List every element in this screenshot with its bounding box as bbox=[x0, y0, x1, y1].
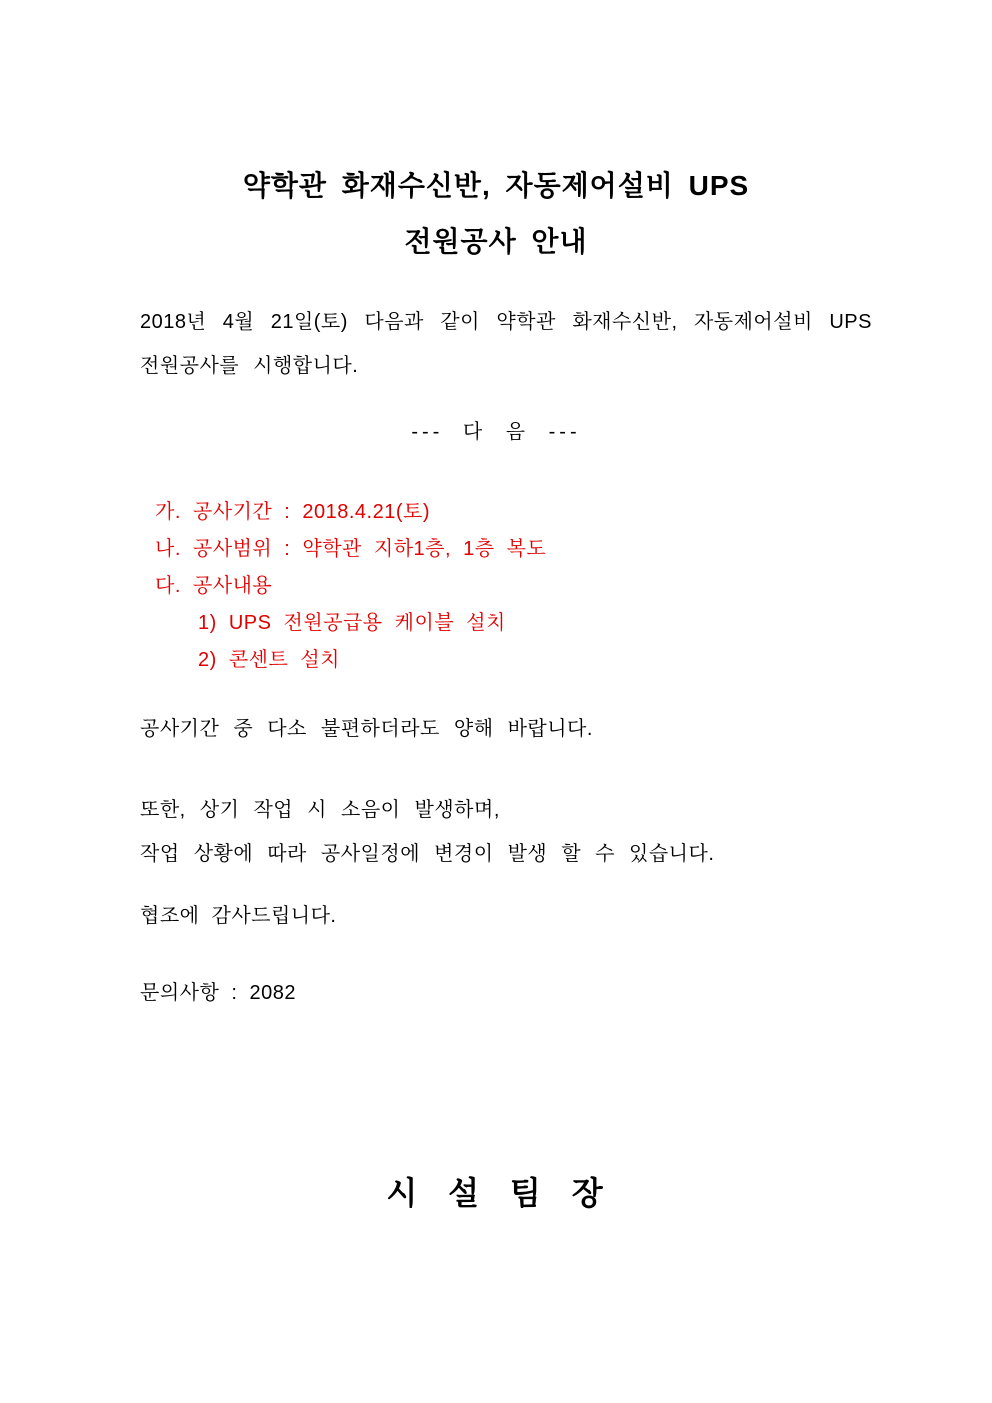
detail-subitem-outlet: 2) 콘센트 설치 bbox=[198, 649, 340, 671]
detail-item-scope: 나. 공사범위 : 약학관 지하1층, 1층 복도 bbox=[155, 538, 547, 560]
contact-line: 문의사항 : 2082 bbox=[140, 982, 296, 1004]
noise-notice-line1: 또한, 상기 작업 시 소음이 발생하며, bbox=[140, 799, 500, 821]
detail-subitem-cable: 1) UPS 전원공급용 케이블 설치 bbox=[198, 612, 506, 634]
detail-item-period: 가. 공사기간 : 2018.4.21(토) bbox=[155, 501, 430, 523]
construction-detail-list bbox=[140, 494, 872, 679]
apology-paragraph: 공사기간 중 다소 불편하더라도 양해 바랍니다. bbox=[140, 718, 593, 740]
document-title-line1: 약학관 화재수신반, 자동제어설비 UPS bbox=[242, 170, 750, 201]
section-divider: --- 다 음 --- bbox=[411, 421, 581, 443]
detail-item-content: 다. 공사내용 bbox=[155, 575, 273, 597]
document-title bbox=[0, 158, 992, 270]
noise-notice-line2: 작업 상황에 따라 공사일정에 변경이 발생 할 수 있습니다. bbox=[140, 843, 715, 865]
noise-notice-paragraph bbox=[140, 788, 872, 876]
document-title-line2: 전원공사 안내 bbox=[404, 226, 588, 257]
signature-facility-team-leader: 시 설 팀 장 bbox=[386, 1175, 606, 1211]
thanks-paragraph: 협조에 감사드립니다. bbox=[140, 905, 337, 927]
intro-paragraph: 2018년 4월 21일(토) 다음과 같이 약학관 화재수신반, 자동제어설비 UPS 전원공사를 시행합니다. bbox=[140, 311, 872, 377]
